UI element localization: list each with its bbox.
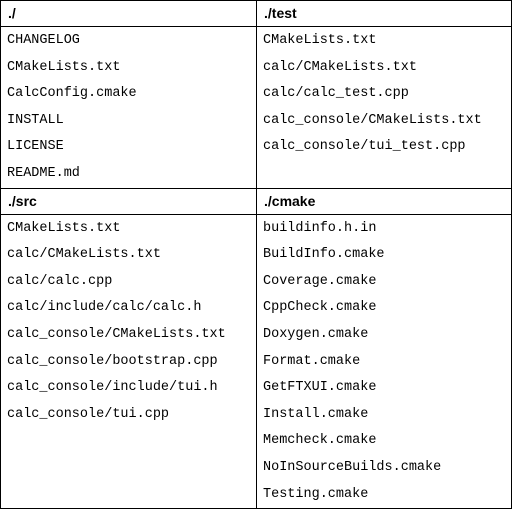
src-header: ./src — [1, 188, 257, 214]
file-entry: calc_console/tui_test.cpp — [263, 139, 466, 155]
root-header: ./ — [1, 1, 257, 27]
file-entry: calc/include/calc/calc.h — [7, 300, 202, 316]
file-entry: calc/CMakeLists.txt — [263, 59, 417, 75]
cmake-file-list — [257, 215, 511, 509]
root-file-list — [1, 27, 256, 188]
content-row-bottom — [1, 214, 512, 509]
file-entry: INSTALL — [7, 112, 64, 128]
file-entry: CppCheck.cmake — [263, 300, 377, 316]
file-entry: buildinfo.h.in — [263, 220, 377, 236]
file-entry: Memcheck.cmake — [263, 433, 377, 449]
file-entry: calc_console/CMakeLists.txt — [7, 326, 226, 342]
file-entry: Coverage.cmake — [263, 273, 377, 289]
file-entry: GetFTXUI.cmake — [263, 380, 377, 396]
test-cell — [257, 27, 512, 189]
src-cell — [1, 214, 257, 509]
file-entry: BuildInfo.cmake — [263, 247, 385, 263]
file-entry: calc/calc.cpp — [7, 273, 113, 289]
file-entry: calc/calc_test.cpp — [263, 86, 409, 102]
src-file-list — [1, 215, 256, 429]
cmake-header: ./cmake — [257, 188, 512, 214]
file-entry: LICENSE — [7, 139, 64, 155]
content-row-top — [1, 27, 512, 189]
file-entry: calc/CMakeLists.txt — [7, 247, 161, 263]
cmake-cell — [257, 214, 512, 509]
file-entry: CMakeLists.txt — [7, 59, 121, 75]
file-entry: calc_console/tui.cpp — [7, 406, 170, 422]
file-entry: CHANGELOG — [7, 33, 80, 48]
file-entry: Testing.cmake — [263, 486, 369, 502]
file-entry: calc_console/include/tui.h — [7, 380, 218, 396]
file-entry: CMakeLists.txt — [263, 33, 377, 48]
file-entry: Format.cmake — [263, 353, 361, 369]
header-row-top — [1, 1, 512, 27]
file-entry: CalcConfig.cmake — [7, 86, 137, 102]
file-entry: Install.cmake — [263, 406, 369, 422]
file-entry: calc_console/bootstrap.cpp — [7, 353, 218, 369]
file-entry: Doxygen.cmake — [263, 326, 369, 342]
header-row-bottom — [1, 188, 512, 214]
file-entry: README.md — [7, 165, 80, 181]
file-entry: CMakeLists.txt — [7, 220, 121, 236]
root-cell — [1, 27, 257, 189]
test-header: ./test — [257, 1, 512, 27]
test-file-list — [257, 27, 511, 161]
file-entry: calc_console/CMakeLists.txt — [263, 112, 482, 128]
file-entry: NoInSourceBuilds.cmake — [263, 459, 442, 475]
